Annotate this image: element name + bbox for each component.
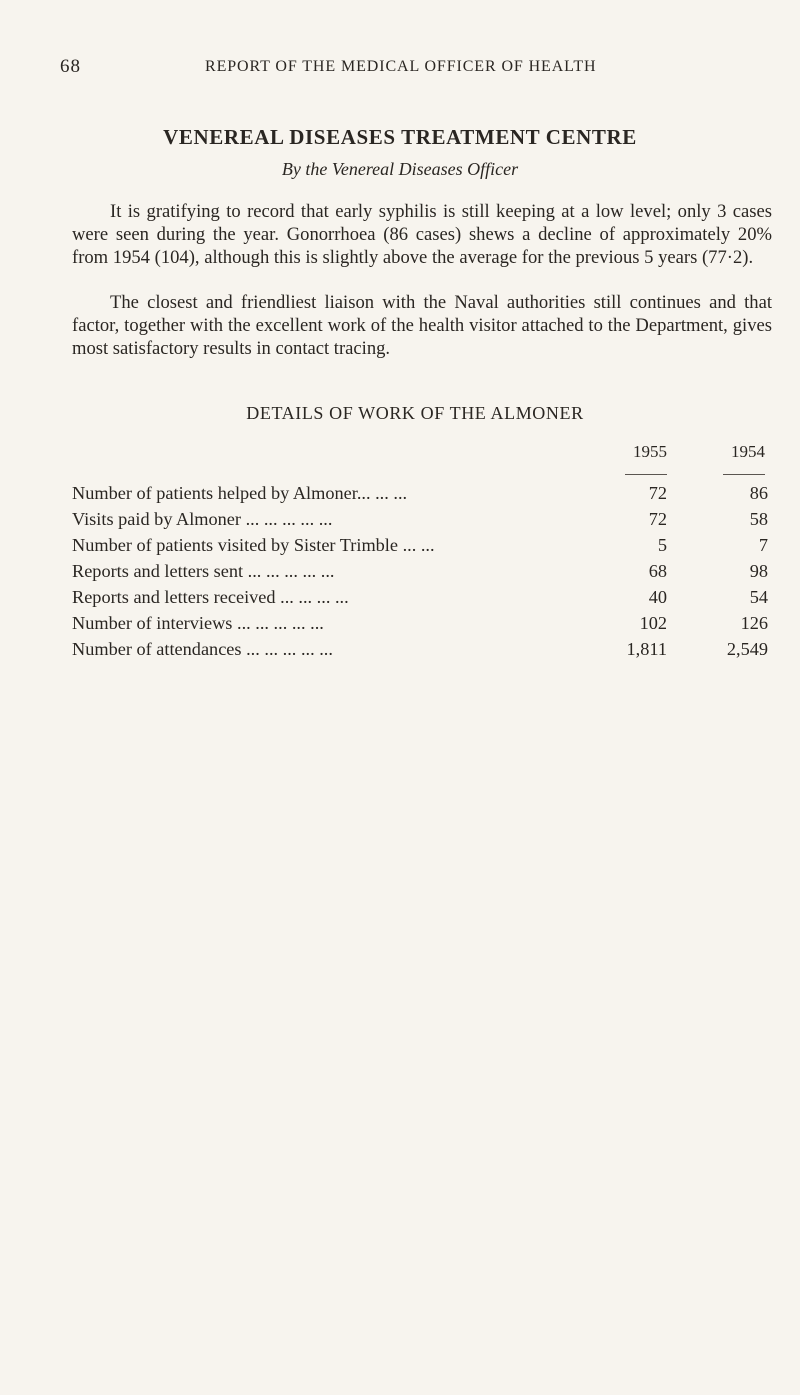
column-rule-1955 [625,474,667,475]
table-row [72,639,768,663]
row-label: Reports and letters received ... ... ... ... [72,587,349,607]
value-1954: 58 [749,509,768,529]
row-label: Visits paid by Almoner ... ... ... ... ... [72,509,333,529]
value-1954: 98 [749,561,768,581]
row-label: Number of patients helped by Almoner... ... ... [72,483,408,503]
row-label: Number of patients visited by Sister Trimble ... ... [72,535,435,555]
row-label: Number of attendances ... ... ... ... ... [72,639,333,659]
table-row [72,483,768,507]
value-1954: 7 [758,535,768,555]
page-number: 68 [60,56,81,77]
value-1954: 2,549 [726,639,768,659]
value-1955: 1,811 [626,639,667,659]
value-1954: 54 [749,587,768,607]
value-1955: 5 [657,535,667,555]
section-byline: By the Venereal Diseases Officer [281,159,519,179]
paragraph-syphilis-gonorrhoea: It is gratifying to record that early syphilis is still keeping at a low level; only 3 cases were seen during the year. Gonorrhoea (86 cases) shews a decline of approximately 20% from 1954 (104), although this is slightly above the average for the previous 5 years (77·2). [72,201,772,268]
table-row [72,561,768,585]
column-rule-1954 [723,474,765,475]
table-row [72,613,768,637]
table-row [72,535,768,559]
column-header-1954: 1954 [731,442,765,461]
running-title: REPORT OF THE MEDICAL OFFICER OF HEALTH [205,58,597,75]
value-1955: 102 [639,613,667,633]
section-heading: VENEREAL DISEASES TREATMENT CENTRE [163,125,637,149]
value-1954: 126 [740,613,768,633]
running-head [60,56,760,86]
row-label: Number of interviews ... ... ... ... ... [72,613,324,633]
value-1955: 72 [648,509,667,529]
value-1955: 40 [648,587,667,607]
paragraph-naval-liaison: The closest and friendliest liaison with the Naval authorities still continues and that factor, together with the excellent work of the health visitor attached to the Department, gives most satisfactory results in contact tracing. [72,292,772,359]
row-label: Reports and letters sent ... ... ... ... ... [72,561,335,581]
value-1954: 86 [749,483,768,503]
table-title: DETAILS OF WORK OF THE ALMONER [246,403,584,423]
table-row [72,587,768,611]
table-row [72,509,768,533]
column-header-1955: 1955 [633,442,667,461]
value-1955: 68 [648,561,667,581]
value-1955: 72 [648,483,667,503]
